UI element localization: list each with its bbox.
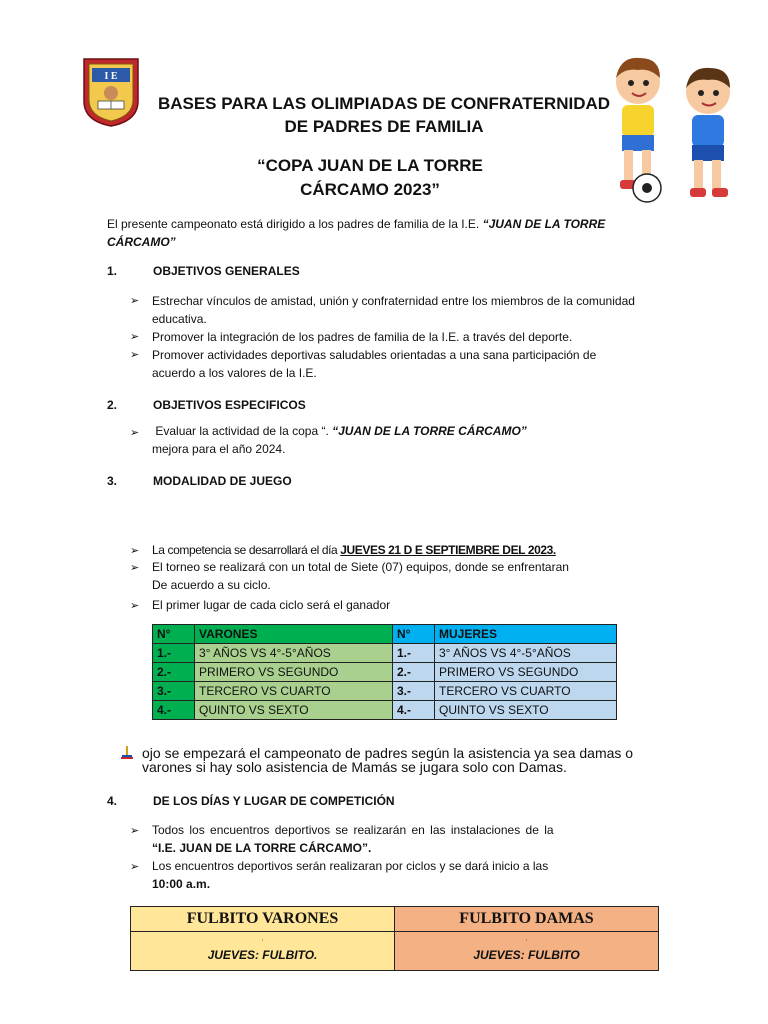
kids-soccer-illustration bbox=[600, 50, 750, 210]
s3-item-1: La competencia se desarrollará el día JUEVES 21 D E SEPTIEMBRE DEL 2023. bbox=[152, 543, 556, 557]
title-line-1: BASES PARA LAS OLIMPIADAS DE CONFRATERNIDAD bbox=[157, 94, 611, 113]
schedule-cell-damas: ' JUEVES: FULBITO bbox=[395, 932, 659, 971]
cup-title-line-1: “COPA JUAN DE LA TORRE bbox=[257, 156, 483, 175]
arrow-bullet-icon: ➢ bbox=[130, 562, 140, 574]
fulbito-damas-header: FULBITO DAMAS bbox=[395, 907, 659, 932]
arrow-bullet-icon: ➢ bbox=[130, 861, 140, 873]
s1-item-2: Promover la integración de los padres de familia de la I.E. a través del deporte. bbox=[152, 330, 573, 344]
intro-paragraph bbox=[107, 215, 647, 251]
table-row: 4.- QUINTO VS SEXTO 4.- QUINTO VS SEXTO bbox=[153, 701, 617, 720]
cup-title-line-2: CÁRCAMO 2023” bbox=[300, 180, 440, 199]
table-row: 3.- TERCERO VS CUARTO 3.- TERCERO VS CUARTO bbox=[153, 682, 617, 701]
section-2-heading: 2. OBJETIVOS ESPECIFICOS bbox=[107, 398, 306, 412]
arrow-bullet-icon: ➢ bbox=[130, 825, 140, 837]
page-title bbox=[140, 94, 628, 137]
school-logo bbox=[82, 57, 140, 128]
fulbito-varones-header: FULBITO VARONES bbox=[131, 907, 395, 932]
table-row: 1.- 3° AÑOS VS 4°-5°AÑOS 1.- 3° AÑOS VS 4°-5°AÑOS bbox=[153, 644, 617, 663]
intro-text: El presente campeonato está dirigido a los padres de familia de la I.E. bbox=[107, 217, 483, 231]
schedule-header-row bbox=[131, 907, 659, 932]
teams-table bbox=[152, 624, 617, 720]
s2-item-1: Evaluar la actividad de la copa “. “JUAN DE LA TORRE CÁRCAMO” mejora para el año 2024. bbox=[152, 424, 527, 456]
arrow-bullet-icon: ➢ bbox=[130, 427, 140, 439]
s3-item-2: El torneo se realizará con un total de Siete (07) equipos, donde se enfrentaran De acuerdo a su ciclo. bbox=[152, 560, 569, 592]
section-1-heading: 1. OBJETIVOS GENERALES bbox=[107, 264, 300, 278]
note-icon bbox=[120, 746, 134, 765]
s1-item-3: Promover actividades deportivas saludables orientadas a una sana participación de acuerdo a los valores de la I.E. bbox=[152, 348, 597, 380]
schedule-cell-varones: ' JUEVES: FULBITO. bbox=[131, 932, 395, 971]
logo-text: I E bbox=[104, 71, 118, 82]
section-3-title: MODALIDAD DE JUEGO bbox=[153, 474, 292, 488]
crest-icon bbox=[82, 57, 140, 128]
arrow-bullet-icon: ➢ bbox=[130, 349, 140, 361]
note-text: ojo se empezará el campeonato de padres según la asistencia ya sea damas o varones si hay solo asistencia de Mamás se jugara solo con Damas. bbox=[142, 745, 634, 775]
section-4-heading: 4. DE LOS DÍAS Y LUGAR DE COMPETICIÓN bbox=[107, 794, 395, 808]
table-row: 2.- PRIMERO VS SEGUNDO 2.- PRIMERO VS SEGUNDO bbox=[153, 663, 617, 682]
s4-item-2: Los encuentros deportivos serán realizaran por ciclos y se dará inicio a las 10:00 a.m. bbox=[152, 859, 549, 891]
s4-item-1: Todos los encuentros deportivos se realizarán en las instalaciones de la “I.E. JUAN DE LA TORRE CÁRCAMO”. bbox=[152, 823, 554, 855]
s3-item-3: El primer lugar de cada ciclo será el ganador bbox=[152, 598, 391, 612]
section-1-title: OBJETIVOS GENERALES bbox=[153, 264, 300, 278]
section-2-title: OBJETIVOS ESPECIFICOS bbox=[153, 398, 306, 412]
soccer-kids-icon bbox=[600, 50, 750, 210]
schedule-table bbox=[130, 906, 659, 971]
title-line-2: DE PADRES DE FAMILIA bbox=[284, 117, 484, 136]
arrow-bullet-icon: ➢ bbox=[130, 600, 140, 612]
s1-item-1: Estrechar vínculos de amistad, unión y confraternidad entre los miembros de la comunidad educativa. bbox=[152, 294, 635, 326]
section-3-heading: 3. MODALIDAD DE JUEGO bbox=[107, 474, 292, 488]
intro-school-name-2: CÁRCAMO” bbox=[107, 235, 176, 249]
schedule-row bbox=[131, 932, 659, 971]
intro-school-name: “JUAN DE LA TORRE bbox=[482, 217, 606, 231]
cup-title bbox=[150, 156, 590, 200]
section-4-title: DE LOS DÍAS Y LUGAR DE COMPETICIÓN bbox=[153, 794, 395, 808]
arrow-bullet-icon: ➢ bbox=[130, 545, 140, 557]
table-header-row: N° VARONES N° MUJERES bbox=[153, 625, 617, 644]
arrow-bullet-icon: ➢ bbox=[130, 295, 140, 307]
arrow-bullet-icon: ➢ bbox=[130, 331, 140, 343]
